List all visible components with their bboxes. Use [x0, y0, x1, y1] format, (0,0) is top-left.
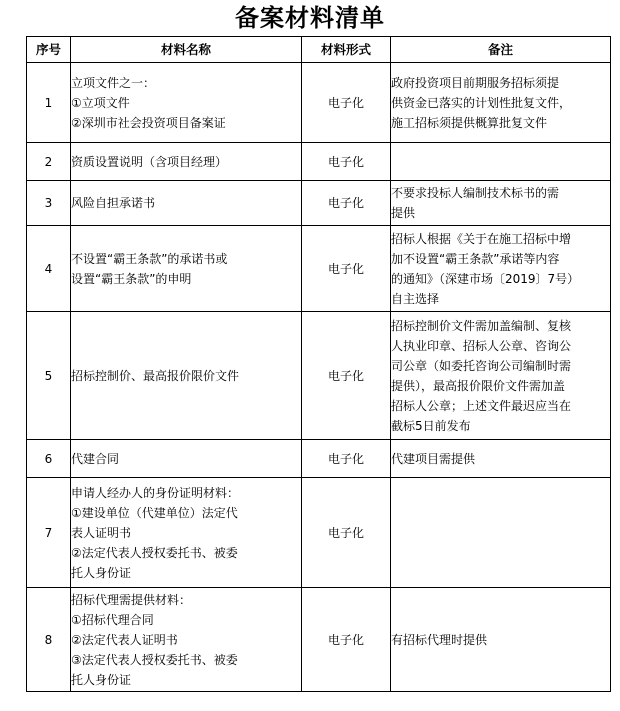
- note-line: 加不设置“霸王条款”承诺等内容: [391, 251, 560, 266]
- material-name-cell: [71, 143, 302, 181]
- material-name-cell: [71, 63, 302, 143]
- material-name-line: 风险自担承诺书: [71, 196, 156, 210]
- note-line: 供资金已落实的计划性批复文件，: [391, 95, 572, 110]
- material-form-cell: 电子化: [302, 143, 391, 181]
- material-name-line: ②法定代表人授权委托书、被委: [71, 545, 238, 560]
- material-form-cell: 电子化: [302, 312, 391, 440]
- row-number: 5: [27, 312, 71, 440]
- material-name-line: 托人身份证: [71, 672, 132, 687]
- material-name-cell: [71, 226, 302, 312]
- note-line: 的通知》（深建市场〔2019〕7号）: [391, 271, 580, 286]
- table-row: [27, 143, 611, 181]
- row-number: 8: [27, 588, 71, 692]
- material-name-line: ①立项文件: [71, 95, 130, 110]
- note-line: 不要求投标人编制技术标书的需: [391, 186, 560, 200]
- row-number: 3: [27, 181, 71, 226]
- header-no: 序号: [27, 37, 71, 63]
- material-name-line: ②深圳市社会投资项目备案证: [71, 115, 226, 130]
- material-name-line: 表人证明书: [71, 525, 132, 540]
- row-number: 4: [27, 226, 71, 312]
- material-form-cell: 电子化: [302, 63, 391, 143]
- note-line: 代建项目需提供: [391, 451, 476, 466]
- material-name-cell: [71, 440, 302, 478]
- material-name-line: 申请人经办人的身份证明材料：: [71, 485, 240, 500]
- note-cell: [391, 226, 611, 312]
- table-row: [27, 312, 611, 440]
- material-name-cell: [71, 478, 302, 588]
- note-line: 提供: [391, 206, 416, 220]
- material-name-line: ①建设单位（代建单位）法定代: [71, 505, 238, 520]
- row-number: 6: [27, 440, 71, 478]
- note-line: 司公章（如委托咨询公司编制时需: [391, 358, 572, 373]
- note-cell: [391, 588, 611, 692]
- table-row: [27, 63, 611, 143]
- note-cell: [391, 63, 611, 143]
- table-header-row: [27, 37, 611, 63]
- note-line: 截标5日前发布: [391, 418, 471, 433]
- material-name-line: ③法定代表人授权委托书、被委: [71, 652, 238, 667]
- table-row: [27, 440, 611, 478]
- note-line: 政府投资项目前期服务招标须提: [391, 75, 560, 90]
- header-form: 材料形式: [302, 37, 391, 63]
- material-name-line: 代建合同: [71, 451, 120, 466]
- note-line: 招标人根据《关于在施工招标中增: [391, 231, 572, 246]
- note-cell: [391, 181, 611, 226]
- note-cell: [391, 312, 611, 440]
- note-line: 招标人公章；上述文件最迟应当在: [391, 398, 572, 413]
- material-name-line: 立项文件之一：: [71, 75, 156, 90]
- note-cell: [391, 143, 611, 181]
- header-note: 备注: [391, 37, 611, 63]
- material-name-line: ②法定代表人证明书: [71, 632, 178, 647]
- note-cell: [391, 440, 611, 478]
- note-line: 施工招标须提供概算批复文件: [391, 115, 548, 130]
- row-number: 2: [27, 143, 71, 181]
- material-name-line: 不设置“霸王条款”的承诺书或: [71, 251, 228, 266]
- material-name-cell: [71, 181, 302, 226]
- table-row: [27, 181, 611, 226]
- note-line: 有招标代理时提供: [391, 632, 488, 647]
- table-row: [27, 478, 611, 588]
- material-name-line: 设置“霸王条款”的申明: [71, 271, 192, 286]
- material-name-line: 托人身份证: [71, 565, 132, 580]
- material-name-line: 招标代理需提供材料：: [71, 592, 192, 607]
- note-line: 自主选择: [391, 291, 440, 306]
- material-form-cell: 电子化: [302, 181, 391, 226]
- note-line: 提供），最高报价限价文件需加盖: [391, 378, 566, 393]
- material-name-line: ①招标代理合同: [71, 612, 154, 627]
- material-name-line: 招标控制价、最高报价限价文件: [71, 368, 240, 383]
- materials-table: [26, 36, 611, 692]
- header-name: 材料名称: [71, 37, 302, 63]
- material-name-cell: [71, 588, 302, 692]
- material-name-line: 资质设置说明（含项目经理）: [71, 154, 228, 169]
- row-number: 7: [27, 478, 71, 588]
- material-form-cell: 电子化: [302, 226, 391, 312]
- material-form-cell: 电子化: [302, 440, 391, 478]
- table-row: [27, 226, 611, 312]
- material-form-cell: 电子化: [302, 588, 391, 692]
- note-line: 人执业印章、招标人公章、咨询公: [391, 338, 572, 353]
- material-form-cell: 电子化: [302, 478, 391, 588]
- note-line: 招标控制价文件需加盖编制、复核: [391, 318, 572, 333]
- row-number: 1: [27, 63, 71, 143]
- table-row: [27, 588, 611, 692]
- material-name-cell: [71, 312, 302, 440]
- page-title: 备案材料清单: [235, 4, 385, 32]
- note-cell: [391, 478, 611, 588]
